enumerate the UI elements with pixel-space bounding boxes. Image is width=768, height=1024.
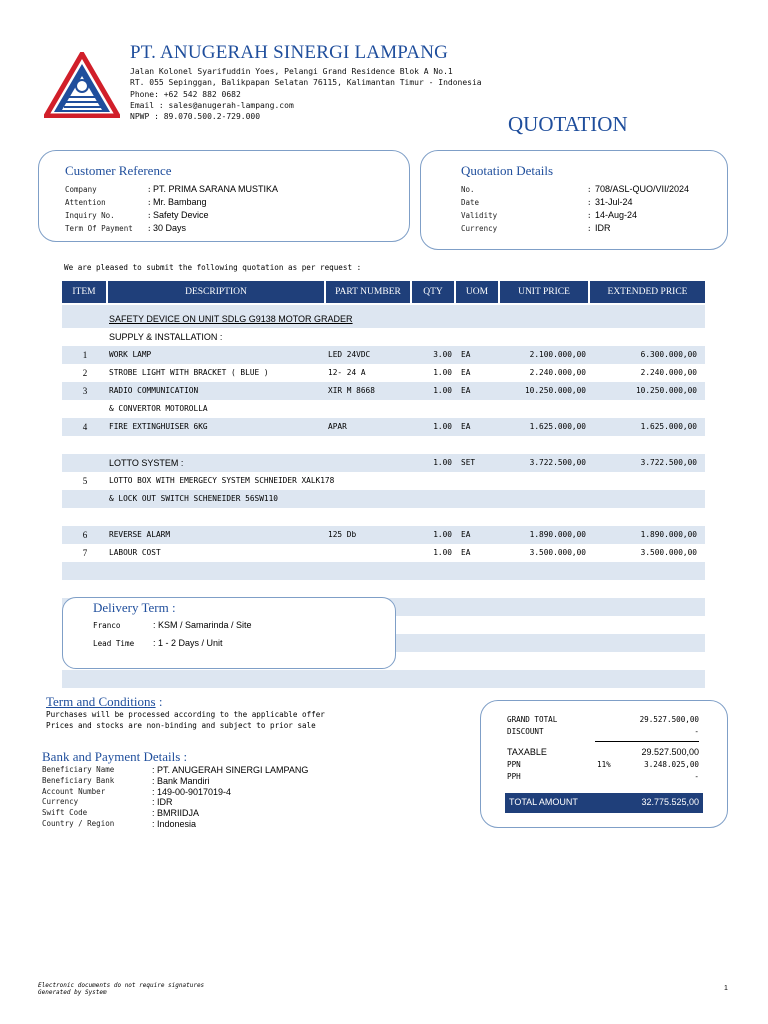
grand-total-value: 29.527.500,00 [639, 715, 699, 724]
table-cell-qty: 1.00 [433, 368, 452, 377]
footer-note-line-1: Electronic documents do not require signatures [38, 982, 205, 989]
table-cell-description: & LOCK OUT SWITCH SCHENEIDER 56SW110 [109, 494, 278, 503]
totals-box [480, 700, 728, 828]
kv-row [65, 222, 405, 235]
footer-note-line-2: Generated by System [38, 989, 107, 996]
delivery-lead-time-label: Lead Time [93, 639, 135, 648]
table-cell-unit-price: 3.500.000,00 [529, 548, 586, 557]
column-header-unit-price: UNIT PRICE [500, 281, 588, 303]
table-cell-item: 4 [82, 422, 88, 432]
table-cell-description: REVERSE ALARM [109, 530, 171, 539]
quotation-details-box [420, 150, 728, 250]
table-cell-qty: 1.00 [433, 530, 452, 539]
company-email: Email : sales@anugerah-lampang.com [130, 100, 294, 110]
table-spacer-row [62, 580, 705, 598]
kv-row [42, 797, 382, 808]
table-cell-description: LABOUR COST [109, 548, 161, 557]
terms-title-text: Term and Conditions [46, 694, 156, 709]
discount-label: DISCOUNT [507, 727, 544, 736]
terms-line-1: Purchases will be processed according to the applicable offer [46, 710, 325, 719]
column-header-extended-price: EXTENDED PRICE [590, 281, 705, 303]
table-cell-description: LOTTO BOX WITH EMERGECY SYSTEM SCHNEIDER XALK178 [109, 476, 335, 485]
kv-label: Validity [461, 211, 498, 220]
kv-colon: : [587, 224, 592, 233]
taxable-label: TAXABLE [507, 747, 547, 757]
table-cell-description: STROBE LIGHT WITH BRACKET ( BLUE ) [109, 368, 269, 377]
quotation-details-list [461, 183, 721, 235]
table-cell-unit-price: 3.722.500,00 [529, 458, 586, 467]
bank-details-title-colon: : [183, 749, 188, 764]
bank-details-list [42, 765, 382, 830]
kv-value: IDR [595, 223, 611, 233]
table-cell-extended-price: 1.890.000,00 [640, 530, 697, 539]
kv-label: Country / Region [42, 818, 115, 828]
delivery-term-title: Delivery Term : [93, 600, 176, 615]
table-spacer-row [62, 670, 705, 688]
table-cell-description: SUPPLY & INSTALLATION : [109, 332, 223, 342]
table-cell-extended-price: 3.722.500,00 [640, 458, 697, 467]
bank-details-title-text: Bank and Payment Details [42, 749, 181, 764]
company-phone: Phone: +62 542 882 0682 [130, 89, 241, 99]
kv-label: Inquiry No. [65, 211, 115, 220]
table-cell-part-number: LED 24VDC [328, 350, 371, 359]
kv-value: 30 Days [153, 223, 187, 233]
terms-title [46, 694, 162, 710]
table-cell-unit-price: 1.890.000,00 [529, 530, 586, 539]
table-row [62, 508, 705, 526]
table-cell-item: 3 [82, 386, 88, 396]
kv-value: : Indonesia [152, 818, 197, 829]
table-cell-qty: 1.00 [433, 386, 452, 395]
table-cell-item: 7 [82, 548, 88, 558]
kv-row [65, 196, 405, 209]
table-cell-part-number: APAR [328, 422, 347, 431]
customer-reference-list [65, 183, 405, 235]
customer-reference-box [38, 150, 410, 242]
kv-label: Term Of Payment [65, 224, 133, 233]
grand-total-label: GRAND TOTAL [507, 715, 558, 724]
total-amount-bar [505, 793, 703, 813]
total-amount-value: 32.775.525,00 [641, 797, 699, 807]
table-row [62, 328, 705, 346]
table-row [62, 400, 705, 418]
grand-total-row [507, 715, 699, 727]
table-cell-description: & CONVERTOR MOTOROLLA [109, 404, 208, 413]
table-cell-uom: EA [461, 548, 471, 557]
kv-value: : PT. ANUGERAH SINERGI LAMPANG [152, 765, 309, 775]
table-row [62, 382, 705, 400]
discount-value: - [694, 727, 699, 736]
kv-label: No. [461, 185, 475, 194]
pph-row [507, 772, 699, 784]
table-cell-qty: 3.00 [433, 350, 452, 359]
table-row [62, 436, 705, 454]
taxable-value: 29.527.500,00 [641, 747, 699, 757]
table-cell-unit-price: 2.240.000,00 [529, 368, 586, 377]
terms-title-colon: : [158, 694, 163, 709]
kv-label: Attention [65, 198, 106, 207]
table-cell-description: SAFETY DEVICE ON UNIT SDLG G9138 MOTOR GRADER [109, 314, 353, 324]
kv-label: Company [65, 185, 97, 194]
kv-row [42, 819, 382, 830]
kv-value: : 149-00-9017019-4 [152, 786, 232, 797]
ppn-row [507, 760, 699, 772]
kv-row [65, 183, 405, 196]
table-header [62, 281, 705, 303]
company-logo [44, 52, 120, 118]
kv-label: Currency [461, 224, 498, 233]
table-cell-qty: 1.00 [433, 458, 452, 467]
table-cell-part-number: 125 Db [328, 530, 357, 539]
kv-value: : BMRIIDJA [152, 808, 200, 819]
table-cell-extended-price: 6.300.000,00 [640, 350, 697, 359]
kv-label: Currency [42, 797, 79, 807]
customer-reference-title: Customer Reference [65, 163, 172, 178]
kv-value: 708/ASL-QUO/VII/2024 [595, 184, 690, 194]
ppn-label: PPN [507, 760, 521, 769]
kv-colon: : [147, 198, 152, 207]
table-row [62, 544, 705, 562]
terms-text [46, 710, 325, 731]
table-cell-qty: 1.00 [433, 548, 452, 557]
table-cell-extended-price: 10.250.000,00 [635, 386, 697, 395]
table-cell-item: 1 [82, 350, 88, 360]
kv-value: 14-Aug-24 [595, 210, 638, 220]
pph-value: - [694, 772, 699, 781]
company-name: PT. ANUGERAH SINERGI LAMPANG [130, 42, 449, 63]
kv-label: Date [461, 198, 480, 207]
column-header-qty: QTY [412, 281, 454, 303]
kv-value: : Bank Mandiri [152, 775, 210, 786]
company-info [130, 66, 482, 122]
kv-colon: : [147, 224, 152, 233]
kv-row [461, 222, 721, 235]
column-header-part-number: PART NUMBER [326, 281, 410, 303]
ppn-percent: 11% [597, 760, 611, 769]
kv-colon: : [587, 198, 592, 207]
table-row [62, 526, 705, 544]
table-row [62, 346, 705, 364]
table-row [62, 418, 705, 436]
kv-colon: : [147, 211, 152, 220]
table-cell-extended-price: 2.240.000,00 [640, 368, 697, 377]
discount-row [507, 727, 699, 739]
table-cell-item: 2 [82, 368, 88, 378]
table-cell-uom: EA [461, 422, 471, 431]
kv-value: Mr. Bambang [153, 197, 207, 207]
table-cell-uom: EA [461, 530, 471, 539]
ppn-value: 3.248.025,00 [644, 760, 699, 769]
kv-row [42, 787, 382, 798]
table-cell-part-number: 12- 24 A [328, 368, 366, 377]
page-number: 1 [724, 985, 728, 992]
table-cell-part-number: XIR M 8668 [328, 386, 375, 395]
kv-value: 31-Jul-24 [595, 197, 633, 207]
taxable-row [507, 747, 699, 759]
kv-label: Beneficiary Bank [42, 775, 115, 785]
delivery-term-box [62, 597, 396, 669]
table-cell-description: LOTTO SYSTEM : [109, 458, 184, 468]
terms-line-2: Prices and stocks are non-binding and subject to prior sale [46, 720, 316, 730]
kv-row [65, 209, 405, 222]
kv-colon: : [587, 211, 592, 220]
table-row [62, 364, 705, 382]
kv-row [42, 776, 382, 787]
column-header-description: DESCRIPTION [108, 281, 324, 303]
table-cell-uom: EA [461, 350, 471, 359]
table-cell-uom: SET [461, 458, 476, 467]
address-line-2: RT. 055 Sepinggan, Balikpapan Selatan 76115, Kalimantan Timur - Indonesia [130, 78, 482, 88]
footer-note [38, 982, 204, 996]
kv-value: PT. PRIMA SARANA MUSTIKA [153, 184, 279, 194]
document-title: QUOTATION [508, 112, 628, 136]
delivery-lead-time-value: : 1 - 2 Days / Unit [153, 638, 223, 648]
table-row [62, 310, 705, 328]
kv-value: Safety Device [153, 210, 209, 220]
delivery-franco-label: Franco [93, 621, 121, 630]
address-line-1: Jalan Kolonel Syarifuddin Yoes, Pelangi Grand Residence Blok A No.1 [130, 67, 453, 76]
delivery-franco-value: : KSM / Samarinda / Site [153, 620, 252, 630]
kv-row [461, 196, 721, 209]
bank-details-title [42, 749, 187, 765]
kv-row [42, 808, 382, 819]
table-cell-extended-price: 3.500.000,00 [640, 548, 697, 557]
table-cell-description: FIRE EXTINGHUISER 6KG [109, 422, 208, 431]
totals-divider [595, 741, 699, 742]
table-cell-unit-price: 2.100.000,00 [529, 350, 586, 359]
column-header-item: ITEM [62, 281, 106, 303]
table-row [62, 562, 705, 580]
table-cell-unit-price: 1.625.000,00 [529, 422, 586, 431]
kv-colon: : [587, 185, 592, 194]
table-cell-uom: EA [461, 386, 471, 395]
total-amount-label: TOTAL AMOUNT [509, 797, 578, 807]
quotation-details-title: Quotation Details [461, 163, 554, 178]
table-cell-item: 6 [82, 530, 88, 540]
table-cell-description: RADIO COMMUNICATION [109, 386, 199, 395]
pph-label: PPH [507, 772, 521, 781]
kv-row [461, 183, 721, 196]
table-cell-unit-price: 10.250.000,00 [524, 386, 586, 395]
kv-value: : IDR [152, 797, 173, 808]
company-npwp: NPWP : 89.070.500.2-729.000 [130, 112, 261, 122]
table-cell-qty: 1.00 [433, 422, 452, 431]
kv-row [461, 209, 721, 222]
column-header-uom: UOM [456, 281, 498, 303]
kv-label: Account Number [42, 786, 106, 796]
table-row [62, 490, 705, 508]
kv-label: Swift Code [42, 808, 88, 818]
table-cell-description: WORK LAMP [109, 350, 152, 359]
kv-colon: : [147, 185, 152, 194]
table-row [62, 472, 705, 490]
kv-label: Beneficiary Name [42, 765, 115, 774]
table-cell-uom: EA [461, 368, 471, 377]
kv-row [42, 765, 382, 776]
table-cell-item: 5 [82, 476, 88, 486]
table-row [62, 454, 705, 472]
intro-text: We are pleased to submit the following quotation as per request : [64, 263, 362, 272]
table-cell-extended-price: 1.625.000,00 [640, 422, 697, 431]
